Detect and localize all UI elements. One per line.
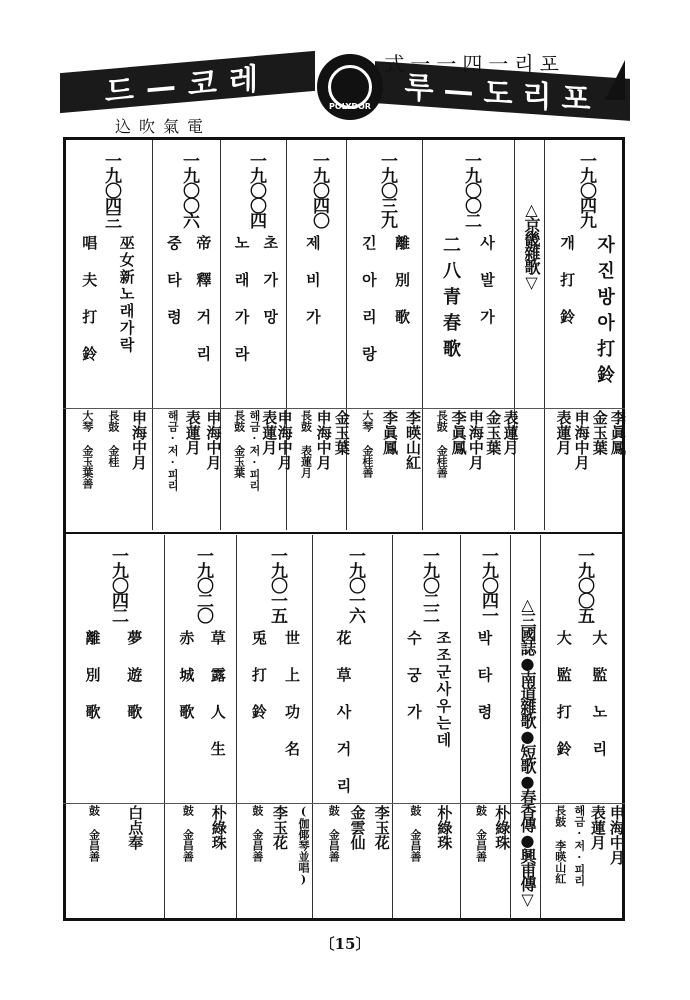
performer: 白点奉: [126, 805, 145, 850]
performer: 李眞鳳: [608, 410, 627, 455]
record-number: 一九〇〇五: [574, 547, 594, 622]
performer: 鼓 金昌善: [408, 805, 422, 862]
logo-text: POLYDOR: [329, 102, 371, 111]
catalog-column: [422, 140, 520, 530]
section-divider: [63, 408, 625, 409]
record-number: 一九〇四二: [108, 547, 128, 622]
performer: 長鼓 李暎山紅: [553, 805, 567, 884]
record-number: 一九〇〇六: [179, 152, 199, 227]
performer: 長鼓 金桂: [106, 410, 120, 467]
performer: 李玉花: [270, 805, 289, 850]
catalog-column: [312, 535, 392, 918]
song-title: 박 타 령: [475, 630, 494, 721]
performer: 해금·저·피리: [166, 410, 180, 491]
song-title: 긴 아 리 랑: [359, 235, 378, 363]
catalog-column: [66, 140, 152, 530]
performer: 李暎山紅: [403, 410, 422, 470]
song-title: 巫女新노래가락: [117, 235, 136, 354]
flag-icon: [605, 60, 625, 100]
record-number: 一九〇二二: [419, 547, 439, 622]
performer: 鼓 金昌善: [87, 805, 101, 862]
performer: 朴綠珠: [435, 805, 454, 850]
performer: 大琴 金桂善: [360, 410, 374, 478]
performer: 해금·저·피리: [572, 805, 586, 886]
song-title: 大 監 노 리: [590, 630, 609, 758]
song-title: 제 비 가: [303, 235, 322, 326]
category-label: △三國誌●南道雜歌●短歌●春香傳●興甫傳▽: [518, 595, 537, 907]
catalog-column: [540, 535, 626, 918]
subtitle: 込吹氣電: [115, 117, 212, 136]
row-divider: [63, 532, 625, 534]
performer: 李玉花: [372, 805, 391, 850]
song-title: 世 上 功 名: [282, 630, 301, 758]
performer: 申海中月: [129, 410, 148, 470]
record-number: 一九〇一六: [345, 547, 365, 622]
song-title: 사 발 가: [478, 235, 496, 326]
performer: 金玉葉: [332, 410, 351, 455]
song-title: 赤 城 歌: [177, 630, 196, 721]
performer: (伽倻琴並唱): [296, 805, 310, 886]
performer: 해금·저·피리: [247, 410, 261, 491]
category-label: △京畿雜歌▽: [522, 200, 541, 290]
catalog-column: [164, 535, 236, 918]
performer: 朴綠珠: [209, 805, 228, 850]
catalog-column: [392, 535, 460, 918]
record-number: 一九〇四一: [478, 547, 498, 622]
performer: 大琴 金玉葉善: [80, 410, 94, 489]
performer: 長鼓 金桂善: [435, 410, 449, 478]
song-title: 노 래 가 라: [232, 235, 251, 363]
song-title: 大 監 打 鈴: [554, 630, 573, 758]
performer: 表蓮月: [183, 410, 202, 455]
record-number: 一九〇二〇: [193, 547, 213, 622]
catalog-column: [346, 140, 422, 530]
song-title: 草 露 人 生: [208, 630, 227, 758]
performer: 申海中月: [572, 410, 591, 470]
catalog-column: [220, 140, 294, 530]
page-number: 〔15〕: [319, 935, 371, 953]
song-title: 兎 打 鈴: [249, 630, 268, 721]
performer: 鼓 金昌善: [327, 805, 341, 862]
song-title: 夢 遊 歌: [125, 630, 144, 721]
song-title: 二八青春歌: [440, 235, 461, 365]
catalog-column: [236, 535, 312, 918]
right-band: 루—도리포: [375, 61, 630, 121]
performer: 朴綠珠: [493, 805, 512, 850]
performer: 表蓮月: [588, 805, 607, 850]
record-number: 一九〇四〇: [309, 152, 329, 227]
song-title: 離 別 歌: [83, 630, 102, 721]
catalog-column: [460, 535, 510, 918]
song-title: 唱 夫 打 鈴: [80, 235, 99, 363]
performer: 金雲仙: [348, 805, 367, 850]
song-title: 花 草 사 거 리: [334, 630, 353, 795]
performer: 申海中月: [204, 410, 223, 470]
catalog-column: [68, 535, 164, 918]
performer: 李眞鳳: [380, 410, 399, 455]
catalog-column: [544, 140, 627, 530]
performer: 長鼓 金玉葉: [232, 410, 246, 478]
record-number: 一九〇四九: [576, 152, 596, 227]
performer: 表蓮月: [260, 410, 279, 455]
performer: 長鼓 表蓮月: [299, 410, 313, 478]
song-title: 자진방아打鈴: [594, 235, 616, 391]
performer: 申海中月: [607, 805, 626, 865]
catalog-column: [510, 535, 540, 918]
section-divider: [63, 803, 625, 804]
record-number: 一九〇三九: [377, 152, 397, 227]
performer: 表蓮月: [501, 410, 520, 455]
song-title: 초 가 망: [261, 235, 280, 326]
performer: 申海中月: [466, 410, 485, 470]
header-banner: [55, 40, 625, 140]
performer: 申海中月: [314, 410, 333, 470]
song-title: 조조군사우는데: [434, 630, 453, 749]
record-number: 一九〇〇四: [246, 152, 266, 227]
song-title: 중 타 령: [164, 235, 183, 326]
performer: 金玉葉: [484, 410, 503, 455]
performer: 李眞鳳: [449, 410, 468, 455]
catalog-code: 式一一四一리포: [384, 52, 565, 76]
performer: 鼓 金昌善: [474, 805, 488, 862]
performer: 鼓 金昌善: [181, 805, 195, 862]
song-title: 수 궁 가: [404, 630, 423, 721]
song-title: 帝 釋 거 리: [194, 235, 213, 363]
performer: 金玉葉: [590, 410, 609, 455]
song-title: 離 別 歌: [392, 235, 411, 326]
performer: 申海中月: [275, 410, 294, 470]
record-number: 一九〇〇二: [461, 152, 481, 227]
record-number: 一九〇一五: [267, 547, 287, 622]
record-number: 一九〇四三: [101, 152, 121, 227]
song-title: 개 打 鈴: [558, 235, 577, 326]
performer: 表蓮月: [554, 410, 573, 455]
performer: 鼓 金昌善: [250, 805, 264, 862]
catalog-column: [152, 140, 223, 530]
left-band: 드—코레: [60, 51, 315, 113]
